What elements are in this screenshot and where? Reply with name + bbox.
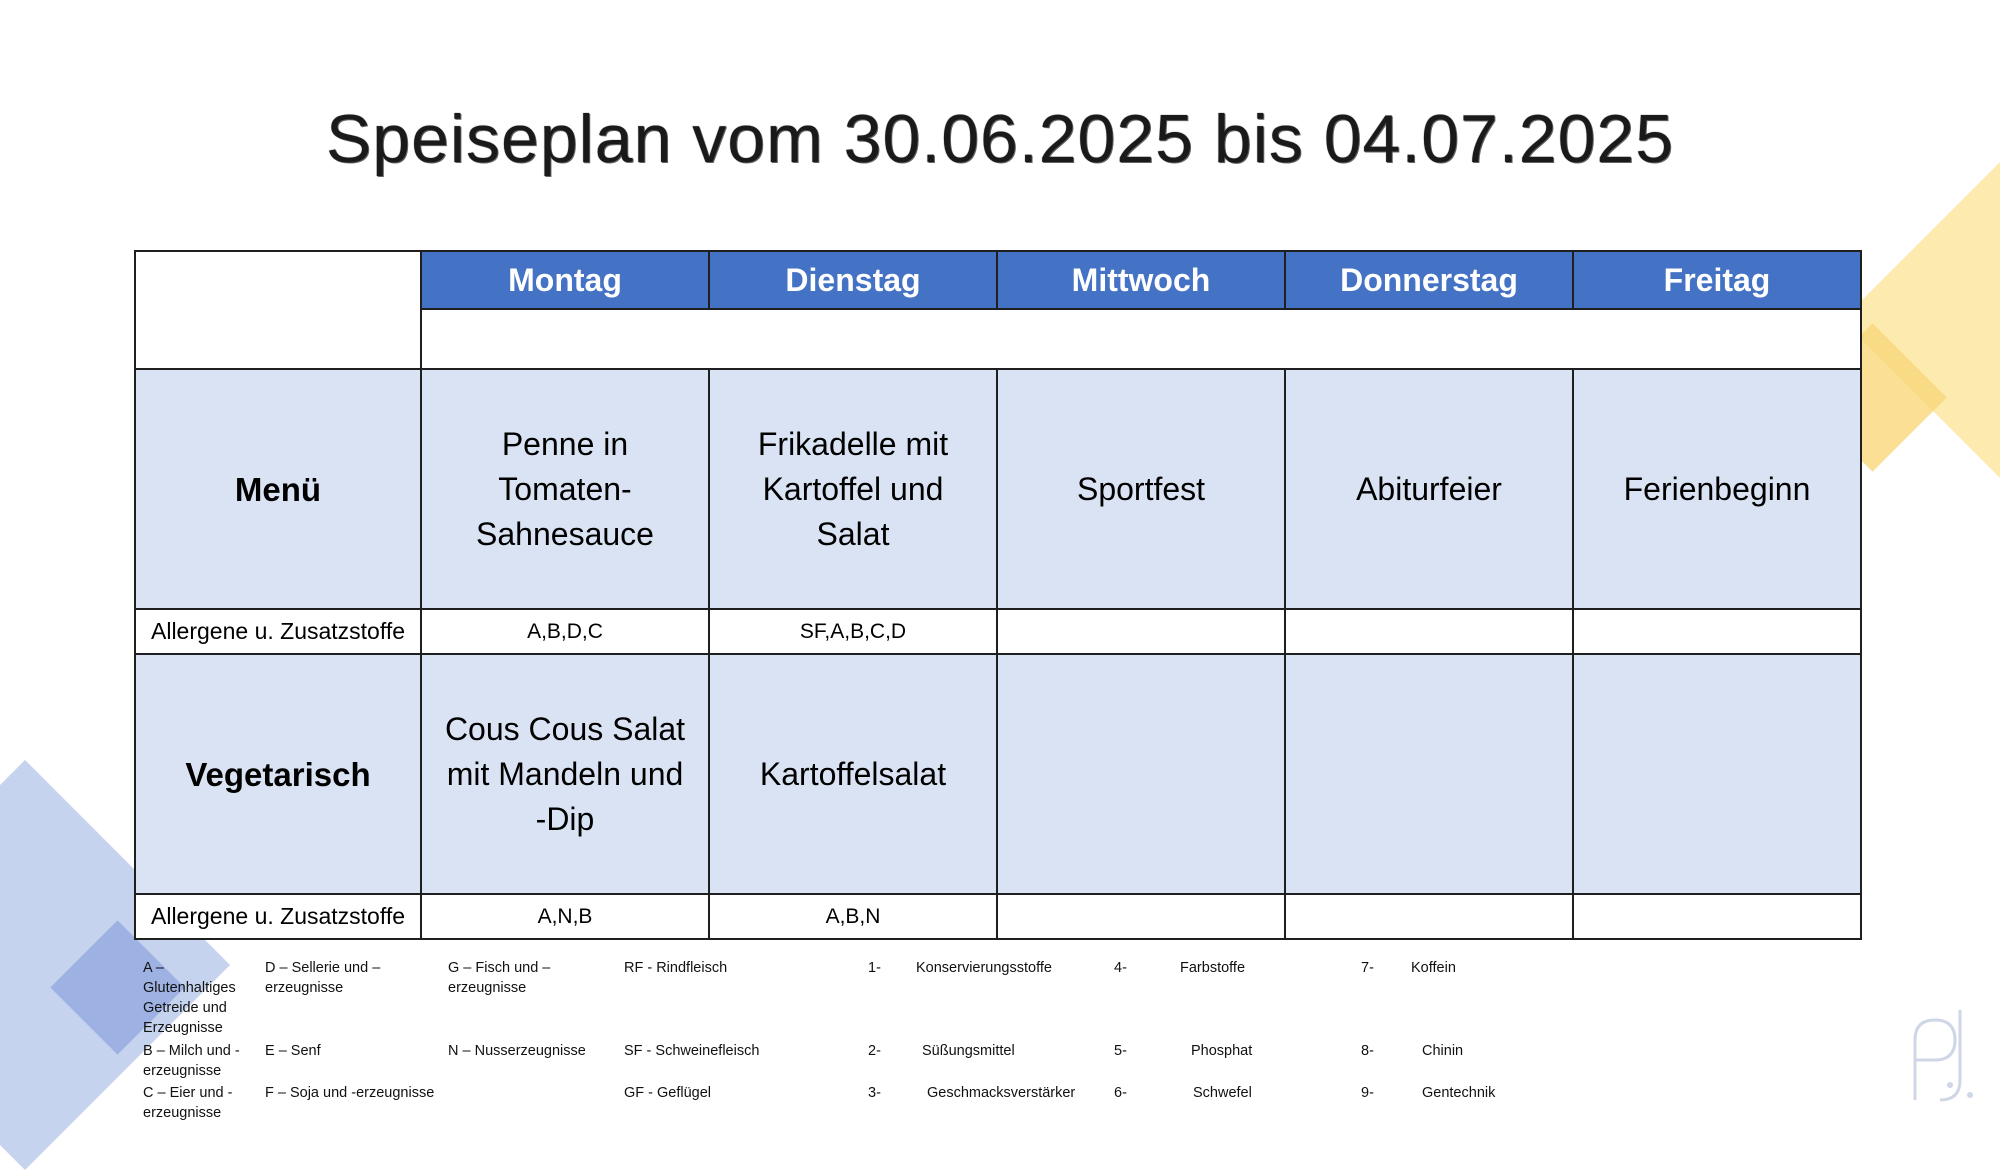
menu-allergens-tuesday: SF,A,B,C,D	[709, 609, 997, 654]
legend-text-9: Gentechnik	[1422, 1085, 1496, 1101]
menu-allergens-wednesday	[997, 609, 1285, 654]
veg-allergens-friday	[1573, 894, 1861, 939]
legend-text-5: Phosphat	[1191, 1043, 1253, 1059]
menu-cell-thursday	[1285, 369, 1573, 609]
legend-num-8: 8-	[1361, 1043, 1374, 1059]
menu-row-title: Menü	[135, 369, 421, 609]
legend-a: A – Glutenhaltiges Getreide und Erzeugnisse	[143, 960, 236, 1036]
menu-allergens-title: Allergene u. Zusatzstoffe	[135, 609, 421, 654]
legend-num-4: 4-	[1114, 960, 1127, 976]
vegetarian-row-title: Vegetarisch	[135, 654, 421, 894]
legend-text-2: Süßungsmittel	[922, 1043, 1015, 1059]
day-header-monday: Montag	[421, 251, 709, 309]
veg-text: Kartoffelsalat	[759, 755, 947, 792]
veg-allergens-title: Allergene u. Zusatzstoffe	[135, 894, 421, 939]
day-header-friday: Freitag	[1573, 251, 1861, 309]
legend-text-7: Koffein	[1411, 960, 1456, 976]
veg-cell-tuesday	[709, 654, 997, 894]
meal-plan-table	[134, 250, 1862, 940]
legend-n: N – Nusserzeugnisse	[448, 1043, 586, 1059]
legend-text-8: Chinin	[1422, 1043, 1464, 1059]
legend-num-1: 1-	[868, 960, 881, 976]
legend-num-6: 6-	[1114, 1085, 1127, 1101]
legend-text-1: Konservierungsstoffe	[916, 960, 1052, 976]
legend-num-3: 3-	[868, 1085, 881, 1101]
legend-num-5: 5-	[1114, 1043, 1127, 1059]
legend-e: E – Senf	[265, 1043, 321, 1059]
menu-allergens-monday: A,B,D,C	[421, 609, 709, 654]
veg-cell-monday	[421, 654, 709, 894]
legend-sf: SF - Schweinefleisch	[624, 1043, 760, 1059]
legend-text-3: Geschmacksverstärker	[927, 1085, 1076, 1101]
veg-allergens-row	[135, 894, 1861, 939]
menu-cell-tuesday	[709, 369, 997, 609]
veg-allergens-tuesday: A,B,N	[709, 894, 997, 939]
legend-text-6: Schwefel	[1193, 1085, 1252, 1101]
day-header-tuesday: Dienstag	[709, 251, 997, 309]
veg-allergens-monday: A,N,B	[421, 894, 709, 939]
legend-c: C – Eier und - erzeugnisse	[143, 1085, 233, 1121]
page-title: Speiseplan vom 30.06.2025 bis 04.07.2025	[325, 101, 1675, 177]
legend-d: D – Sellerie und – erzeugnisse	[265, 960, 381, 996]
vegetarian-row	[135, 654, 1861, 894]
pd-logo-icon	[1905, 1000, 1985, 1110]
menu-cell-monday	[421, 369, 709, 609]
day-header-wednesday: Mittwoch	[997, 251, 1285, 309]
legend-num-7: 7-	[1361, 960, 1374, 976]
legend-g: G – Fisch und – erzeugnisse	[448, 960, 551, 996]
menu-text: Penne in Tomaten-Sahnesauce	[476, 425, 654, 552]
veg-allergens-thursday	[1285, 894, 1573, 939]
veg-text: Cous Cous Salat mit Mandeln und -Dip	[444, 710, 686, 837]
legend-num-9: 9-	[1361, 1085, 1374, 1101]
legend-text-4: Farbstoffe	[1180, 960, 1246, 976]
legend-f: F – Soja und -erzeugnisse	[265, 1085, 435, 1101]
day-header-thursday: Donnerstag	[1285, 251, 1573, 309]
header-row	[135, 251, 1861, 309]
menu-text: Sportfest	[1076, 470, 1206, 507]
veg-cell-wednesday	[997, 654, 1285, 894]
legend-rf: RF - Rindfleisch	[624, 960, 728, 976]
menu-allergens-friday	[1573, 609, 1861, 654]
menu-text: Abiturfeier	[1356, 470, 1502, 507]
corner-cell	[135, 251, 421, 369]
legend-gf: GF - Geflügel	[624, 1085, 712, 1101]
menu-allergens-row	[135, 609, 1861, 654]
menu-cell-wednesday	[997, 369, 1285, 609]
veg-cell-thursday	[1285, 654, 1573, 894]
menu-row	[135, 369, 1861, 609]
legend-num-2: 2-	[868, 1043, 881, 1059]
blank-cell	[421, 309, 1861, 369]
menu-cell-friday	[1573, 369, 1861, 609]
veg-allergens-wednesday	[997, 894, 1285, 939]
menu-allergens-thursday	[1285, 609, 1573, 654]
veg-cell-friday	[1573, 654, 1861, 894]
menu-text: Ferienbeginn	[1623, 470, 1811, 507]
menu-text: Frikadelle mit Kartoffel und Salat	[757, 425, 949, 552]
legend-b: B – Milch und - erzeugnisse	[143, 1043, 240, 1079]
